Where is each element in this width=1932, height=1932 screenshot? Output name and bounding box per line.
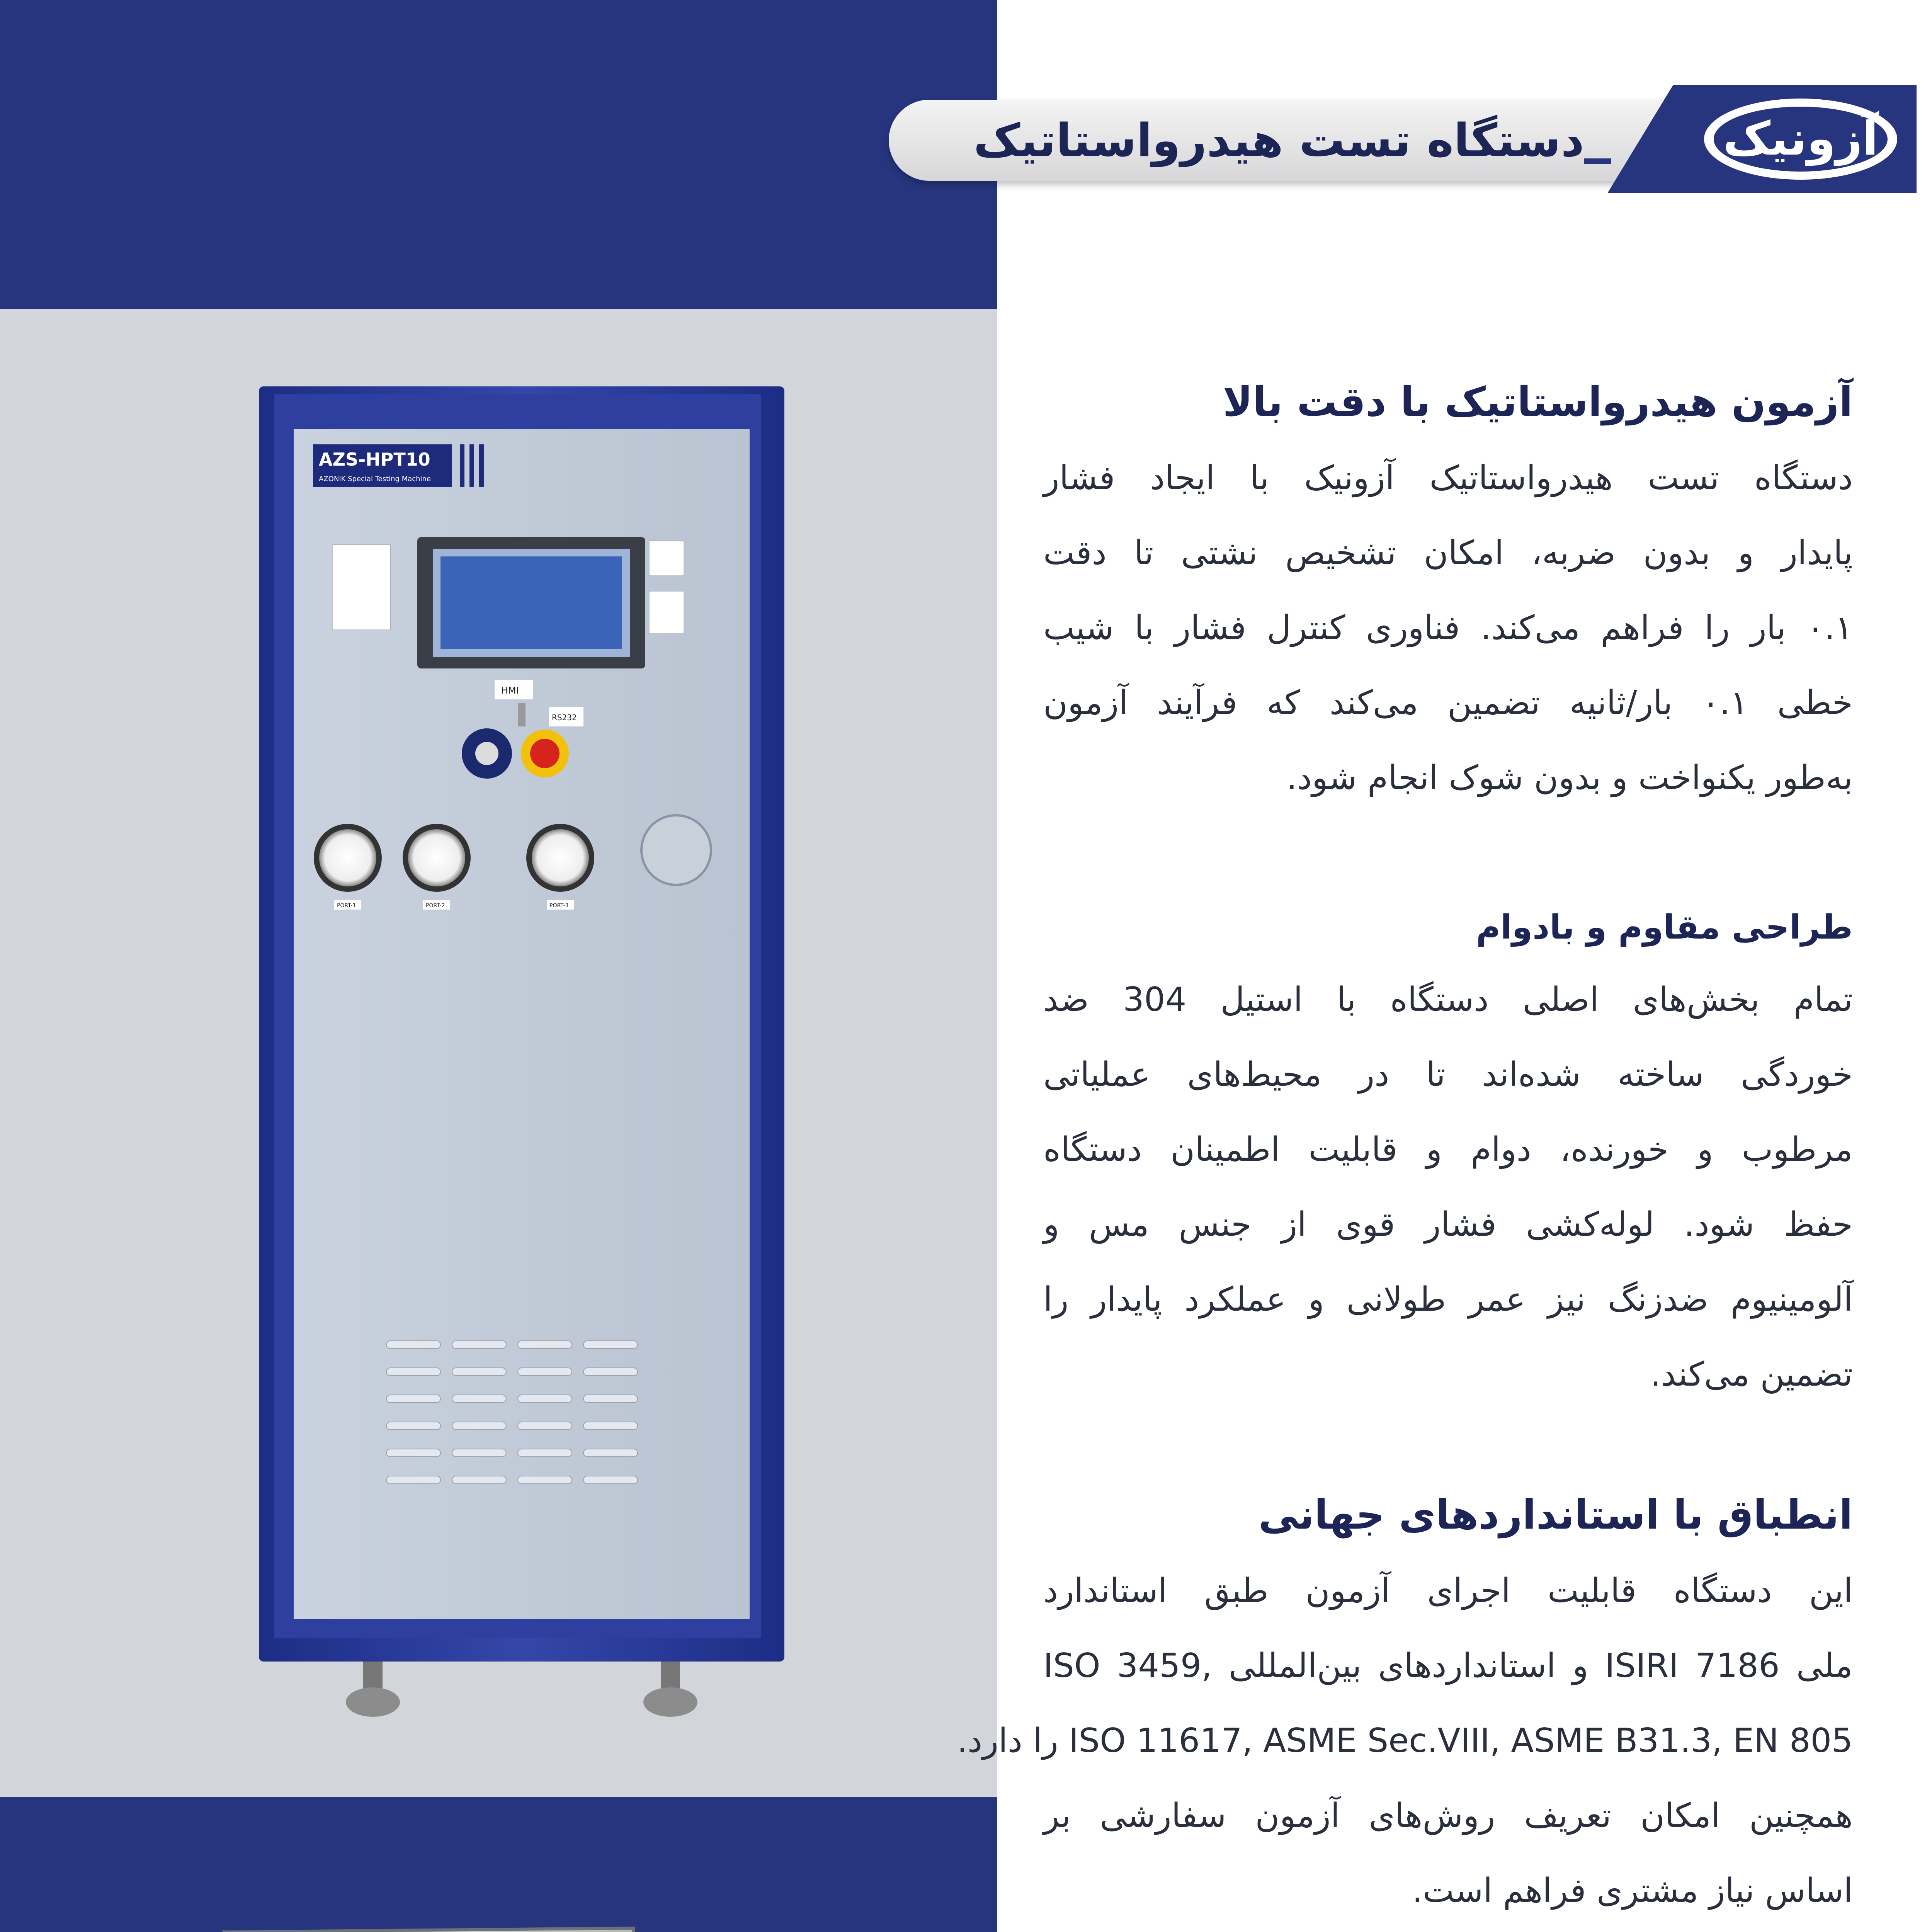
section-standards: [957, 1484, 1853, 1928]
body-line: مرطوب و خورنده، دوام و قابلیت اطمینان دستگاه: [1043, 1130, 1853, 1169]
gauge-label: PORT-2: [426, 903, 445, 909]
body-line: حفظ شود. لوله‌کشی فشار قوی از جنس مس و: [1043, 1205, 1853, 1244]
section-heading: طراحی مقاوم و بادوام: [1476, 908, 1853, 947]
body-line: خطی ۰.۱ بار/ثانیه تضمین می‌کند که فرآیند آزمون: [1043, 684, 1853, 722]
section-accuracy: [1043, 371, 1853, 815]
section-body: [1043, 962, 1853, 1412]
body-line: ۰.۱ بار را فراهم می‌کند. فناوری کنترل فشار با شیب: [1043, 609, 1853, 647]
model-label: AZS-HPT10: [319, 449, 430, 470]
page-title: دستگاه تست هیدرواستاتیک: [973, 114, 1584, 167]
section-body: [957, 1553, 1853, 1928]
body-line: به‌طور یکنواخت و بدون شوک انجام شود.: [1286, 759, 1853, 797]
logo-text: آزونیک: [1723, 112, 1878, 166]
body-line: تضمین می‌کند.: [1650, 1355, 1853, 1394]
hmi-label: HMI: [501, 685, 519, 696]
body-line: همچنین امکان تعریف روش‌های آزمون سفارشی بر: [1043, 1796, 1853, 1835]
model-subtitle: AZONIK Special Testing Machine: [319, 475, 431, 483]
section-heading: انطباق با استانداردهای جهانی: [1258, 1491, 1853, 1538]
section-body: [1043, 440, 1853, 815]
section-heading: آزمون هیدرواستاتیک با دقت بالا: [1223, 378, 1853, 425]
body-line: دستگاه تست هیدرواستاتیک آزونیک با ایجاد فشار: [1043, 459, 1853, 497]
gauge-label: PORT-3: [549, 903, 569, 909]
gauge-label: PORT-1: [337, 903, 356, 909]
brand-logo: [1584, 81, 1917, 197]
hot-water-tank-image: [158, 1905, 842, 1932]
top-left-brand-panel: [0, 0, 997, 309]
body-line: اساس نیاز مشتری فراهم است.: [1412, 1871, 1853, 1910]
test-cabinet-image: [251, 386, 792, 1723]
body-line: ملی ISIRI 7186 و استانداردهای بین‌المللی ,ISO 3459: [1043, 1646, 1853, 1685]
body-line: پایدار و بدون ضربه، امکان تشخیص نشتی تا دقت: [1043, 534, 1853, 572]
body-line: ISO 11617, ASME Sec.VIII, ASME B31.3, EN 805 را دارد.: [957, 1721, 1853, 1760]
body-line: آلومینیوم ضدزنگ نیز عمر طولانی و عملکرد پایدار را: [1043, 1280, 1853, 1319]
section-durability: [1043, 900, 1853, 1412]
body-line: این دستگاه قابلیت اجرای آزمون طبق استاندارد: [1043, 1571, 1853, 1610]
body-line: خوردگی ساخته شده‌اند تا در محیط‌های عملیاتی: [1043, 1055, 1853, 1094]
body-line: تمام بخش‌های اصلی دستگاه با استیل 304 ضد: [1043, 980, 1853, 1019]
rs232-label: RS232: [552, 713, 577, 722]
